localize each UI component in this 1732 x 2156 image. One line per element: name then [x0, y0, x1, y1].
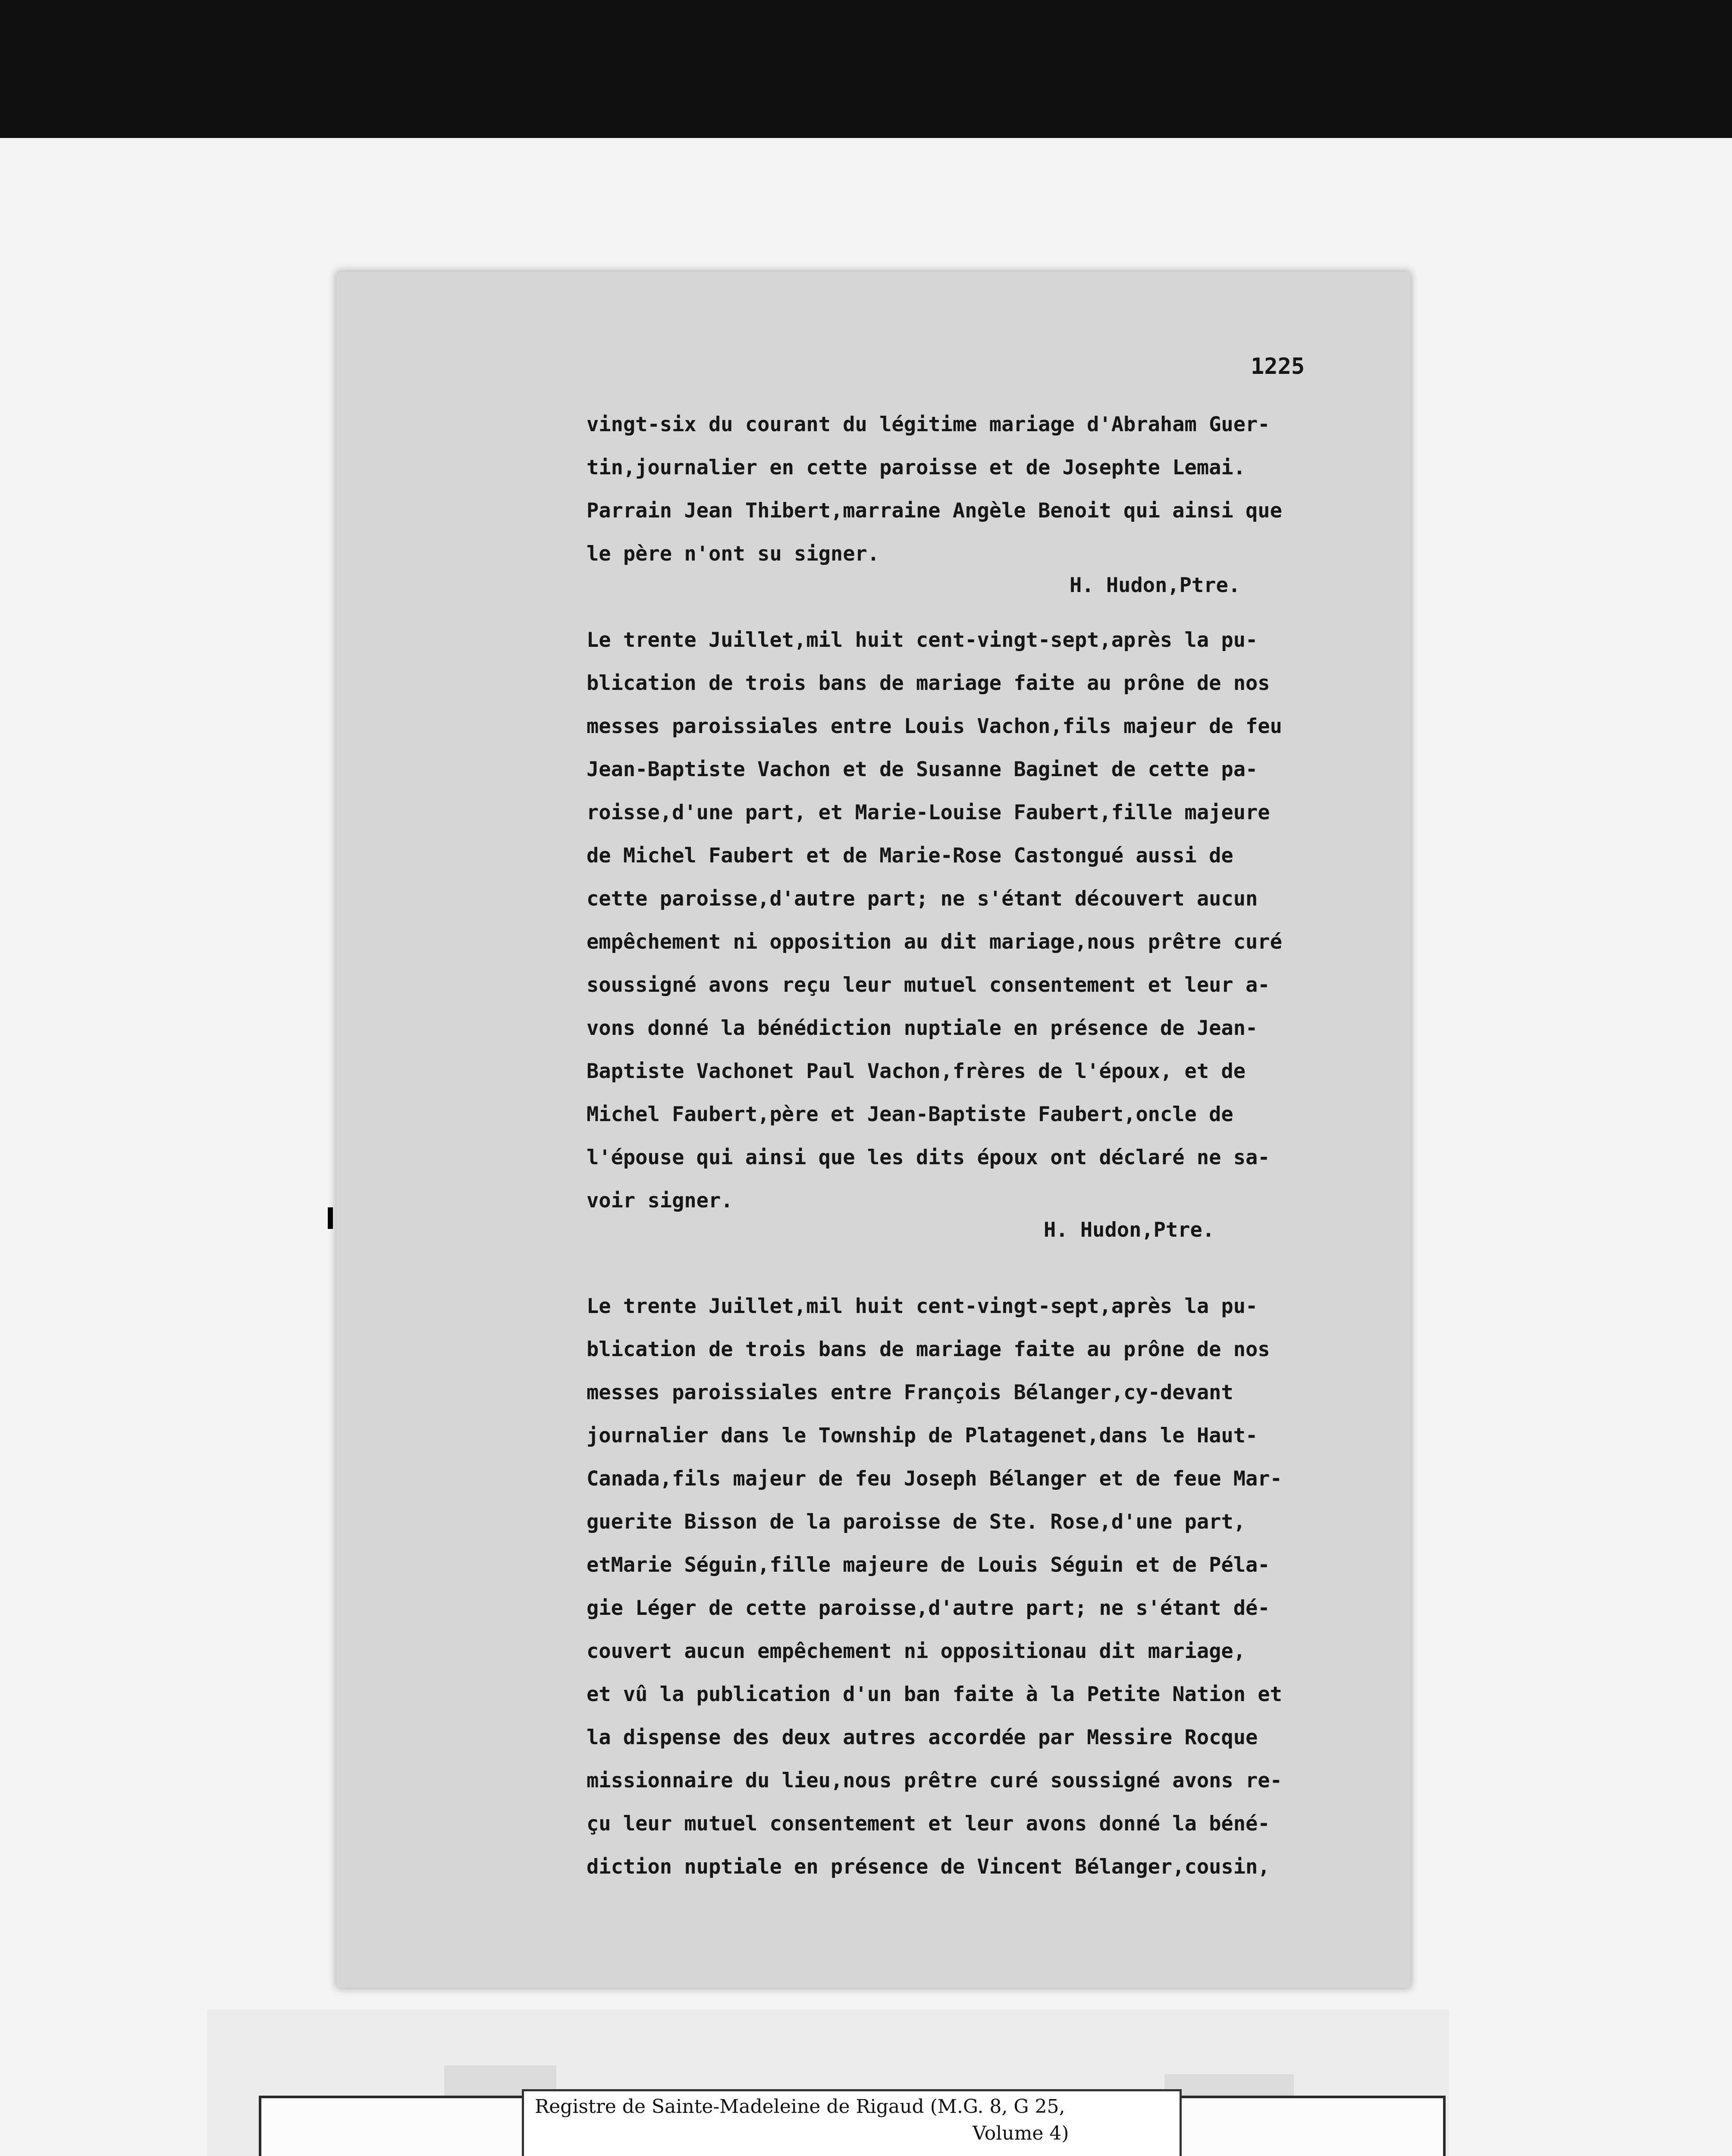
text-line: l'épouse qui ainsi que les dits époux ont déclaré ne sa-: [587, 1146, 1270, 1169]
text-line: Le trente Juillet,mil huit cent-vingt-sept,après la pu-: [587, 628, 1258, 652]
text-line: et vû la publication d'un ban faite à la Petite Nation et: [587, 1683, 1282, 1706]
entry-paragraph-3: [587, 1285, 1397, 1889]
text-line: messes paroissiales entre Louis Vachon,fils majeur de feu: [587, 714, 1282, 738]
priest-signature-1: H. Hudon,Ptre.: [1070, 573, 1241, 597]
text-line: çu leur mutuel consentement et leur avons donné la béné-: [587, 1812, 1270, 1836]
text-line: guerite Bisson de la paroisse de Ste. Rose,d'une part,: [587, 1510, 1246, 1534]
reference-label: [522, 2089, 1182, 2156]
registration-mark-left: [328, 1207, 333, 1229]
text-line: de Michel Faubert et de Marie-Rose Castongué aussi de: [587, 844, 1233, 868]
text-line: tin,journalier en cette paroisse et de Josephte Lemai.: [587, 456, 1246, 479]
text-line: vons donné la bénédiction nuptiale en présence de Jean-: [587, 1016, 1258, 1040]
entry-paragraph-2: [587, 619, 1397, 1222]
text-line: la dispense des deux autres accordée par Messire Rocque: [587, 1726, 1258, 1749]
text-line: missionnaire du lieu,nous prêtre curé soussigné avons re-: [587, 1769, 1282, 1792]
text-line: Canada,fils majeur de feu Joseph Bélanger et de feue Mar-: [587, 1467, 1282, 1491]
text-line: couvert aucun empêchement ni oppositionau dit mariage,: [587, 1639, 1246, 1663]
text-line: vingt-six du courant du légitime mariage d'Abraham Guer-: [587, 413, 1270, 436]
text-line: etMarie Séguin,fille majeure de Louis Séguin et de Péla-: [587, 1553, 1270, 1577]
text-line: diction nuptiale en présence de Vincent Bélanger,cousin,: [587, 1855, 1270, 1879]
text-line: Baptiste Vachonet Paul Vachon,frères de l'époux, et de: [587, 1059, 1246, 1083]
text-line: soussigné avons reçu leur mutuel consentement et leur a-: [587, 973, 1270, 997]
reference-label-line-2: Volume 4): [973, 2122, 1069, 2144]
text-line: Jean-Baptiste Vachon et de Susanne Baginet de cette pa-: [587, 758, 1258, 781]
text-line: Le trente Juillet,mil huit cent-vingt-sept,après la pu-: [587, 1294, 1258, 1318]
register-page: [336, 272, 1410, 1988]
page-number: 1225: [1251, 354, 1305, 379]
text-line: gie Léger de cette paroisse,d'autre part; ne s'étant dé-: [587, 1596, 1270, 1620]
text-line: roisse,d'une part, et Marie-Louise Faubert,fille majeure: [587, 801, 1270, 824]
text-line: journalier dans le Township de Platagenet,dans le Haut-: [587, 1424, 1258, 1448]
text-line: le père n'ont su signer.: [587, 542, 880, 566]
text-line: blication de trois bans de mariage faite au prône de nos: [587, 1338, 1270, 1361]
entry-paragraph-1: [587, 403, 1397, 576]
text-line: blication de trois bans de mariage faite au prône de nos: [587, 671, 1270, 695]
text-line: cette paroisse,d'autre part; ne s'étant découvert aucun: [587, 887, 1258, 911]
text-line: voir signer.: [587, 1189, 733, 1213]
text-line: Michel Faubert,père et Jean-Baptiste Faubert,oncle de: [587, 1103, 1233, 1126]
text-line: messes paroissiales entre François Bélanger,cy-devant: [587, 1381, 1233, 1404]
text-line: Parrain Jean Thibert,marraine Angèle Benoit qui ainsi que: [587, 499, 1282, 523]
priest-signature-2: H. Hudon,Ptre.: [1044, 1218, 1215, 1242]
text-line: empêchement ni opposition au dit mariage,nous prêtre curé: [587, 930, 1282, 954]
reference-label-line-1: Registre de Sainte-Madeleine de Rigaud (M.G. 8, G 25,: [535, 2096, 1065, 2118]
